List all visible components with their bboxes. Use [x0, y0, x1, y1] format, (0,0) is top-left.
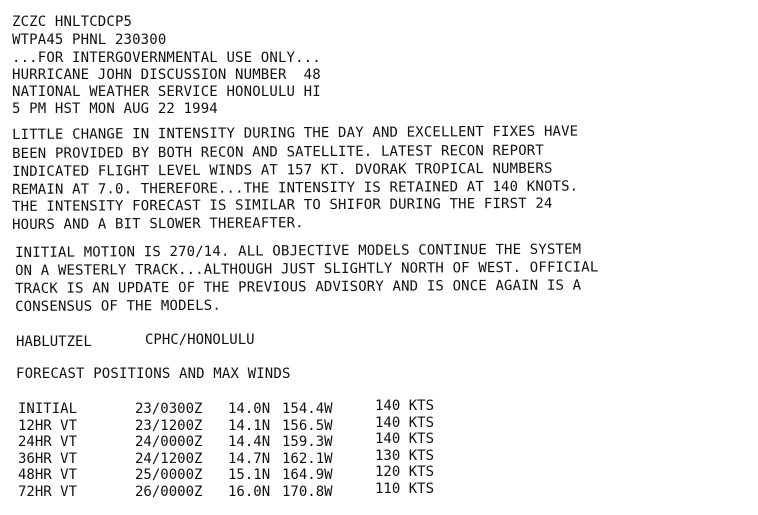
forecast-wind: 140 KTS: [375, 398, 435, 414]
paragraph2-line: TRACK IS AN UPDATE OF THE PREVIOUS ADVISORY AND IS ONCE AGAIN IS A: [15, 277, 582, 297]
paragraph1-line: REMAIN AT 7.0. THEREFORE...THE INTENSITY IS RETAINED AT 140 KNOTS.: [12, 178, 579, 198]
paragraph2-line: ON A WESTERLY TRACK...ALTHOUGH JUST SLIGHTLY NORTH OF WEST. OFFICIAL: [15, 259, 599, 279]
forecast-wind: 140 KTS: [375, 431, 435, 447]
forecast-wind: 110 KTS: [375, 481, 435, 497]
paragraph1-line: INDICATED FLIGHT LEVEL WINDS AT 157 KT. DVORAK TROPICAL NUMBERS: [12, 160, 553, 180]
forecast-latitude: 14.0N: [228, 401, 271, 417]
forecast-time: 24/1200Z: [135, 451, 203, 467]
forecast-label: 12HR VT: [18, 418, 78, 434]
forecast-wind: 120 KTS: [375, 464, 435, 480]
paragraph1-line: BEEN PROVIDED BY BOTH RECON AND SATELLITE. LATEST RECON REPORT: [12, 142, 544, 162]
office-name: CPHC/HONOLULU: [145, 332, 255, 348]
forecast-latitude: 15.1N: [228, 467, 271, 483]
forecast-latitude: 16.0N: [228, 484, 271, 500]
forecast-label: INITIAL: [18, 401, 78, 417]
paragraph2-line: INITIAL MOTION IS 270/14. ALL OBJECTIVE MODELS CONTINUE THE SYSTEM: [15, 241, 582, 261]
header-line-discussion: HURRICANE JOHN DISCUSSION NUMBER 48: [12, 67, 321, 83]
header-line-wtpa: WTPA45 PHNL 230300: [12, 32, 167, 48]
header-line-use: ...FOR INTERGOVERNMENTAL USE ONLY...: [12, 50, 321, 66]
header-line-zczc: ZCZC HNLTCDCP5: [12, 14, 133, 30]
forecast-longitude: 162.1W: [282, 451, 333, 467]
forecast-longitude: 156.5W: [282, 418, 333, 434]
forecast-longitude: 164.9W: [282, 467, 333, 483]
forecast-longitude: 159.3W: [282, 434, 333, 450]
forecast-latitude: 14.1N: [228, 418, 271, 434]
forecast-time: 23/1200Z: [135, 418, 203, 434]
forecast-title: FORECAST POSITIONS AND MAX WINDS: [16, 366, 291, 382]
forecast-wind: 140 KTS: [375, 415, 435, 431]
forecast-latitude: 14.7N: [228, 451, 271, 467]
forecast-latitude: 14.4N: [228, 434, 271, 450]
forecast-label: 72HR VT: [18, 484, 78, 500]
forecast-longitude: 154.4W: [282, 401, 333, 417]
forecast-label: 24HR VT: [18, 434, 78, 450]
forecast-time: 25/0000Z: [135, 467, 203, 483]
forecast-time: 23/0300Z: [135, 401, 203, 417]
forecast-time: 24/0000Z: [135, 434, 203, 450]
forecast-longitude: 170.8W: [282, 484, 333, 500]
header-line-issue-time: 5 PM HST MON AUG 22 1994: [12, 101, 218, 117]
forecast-wind: 130 KTS: [375, 448, 435, 464]
paragraph1-line: LITTLE CHANGE IN INTENSITY DURING THE DAY AND EXCELLENT FIXES HAVE: [12, 123, 579, 143]
paragraph1-line: THE INTENSITY FORECAST IS SIMILAR TO SHIFOR DURING THE FIRST 24: [12, 195, 553, 215]
paragraph1-line: HOURS AND A BIT SLOWER THEREAFTER.: [12, 215, 304, 233]
forecast-row: [0, 481, 758, 500]
forecast-time: 26/0000Z: [135, 484, 203, 500]
paragraph2-line: CONSENSUS OF THE MODELS.: [15, 297, 221, 315]
forecaster-name: HABLUTZEL: [16, 334, 92, 350]
header-line-office: NATIONAL WEATHER SERVICE HONOLULU HI: [12, 84, 321, 100]
forecast-label: 48HR VT: [18, 467, 78, 483]
forecast-label: 36HR VT: [18, 451, 78, 467]
